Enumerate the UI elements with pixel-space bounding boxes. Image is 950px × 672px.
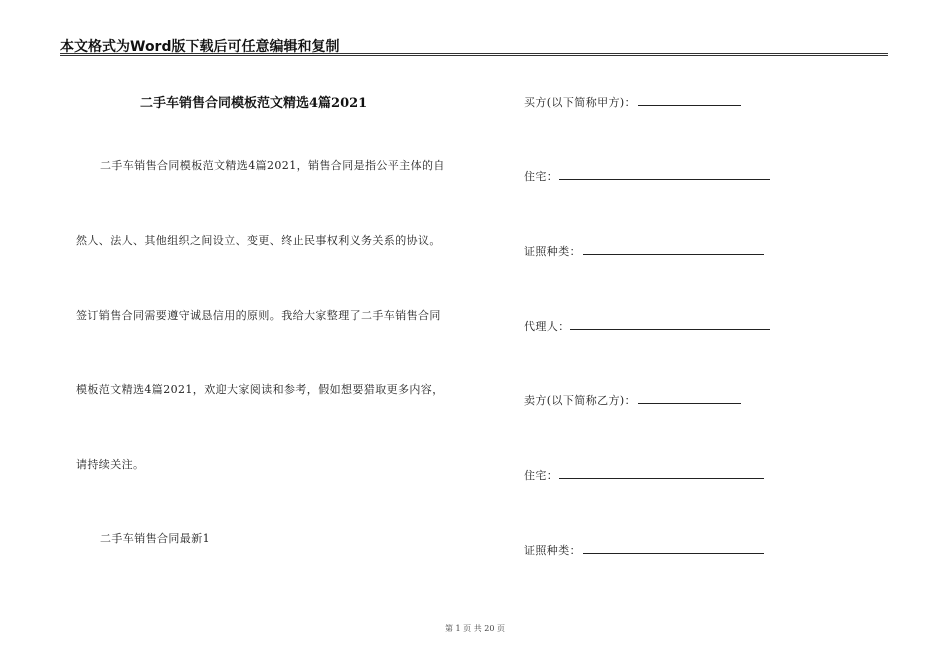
buyer-id-type-label: 证照种类： [524, 245, 581, 258]
buyer-address-blank [559, 179, 770, 180]
header-rule-bottom [60, 55, 888, 56]
body-line: 签订销售合同需要遵守诚恳信用的原则。我给大家整理了二手车销售合同 [76, 309, 441, 322]
seller-id-type-blank [583, 553, 764, 554]
body-line: 二手车销售合同模板范文精选4篇2021，销售合同是指公平主体的自 [100, 159, 445, 172]
buyer-blank [638, 105, 741, 106]
seller-id-type-label: 证照种类： [524, 544, 581, 557]
document-header-note: 本文格式为Word版下载后可任意编辑和复制 [60, 39, 340, 55]
agent-blank [570, 329, 770, 330]
seller-label: 卖方(以下简称乙方)： [524, 394, 636, 407]
buyer-id-type-blank [583, 254, 764, 255]
body-line: 模板范文精选4篇2021，欢迎大家阅读和参考，假如想要猎取更多内容， [76, 383, 444, 396]
buyer-label: 买方(以下简称甲方)： [524, 96, 636, 109]
seller-address-blank [559, 478, 764, 479]
header-rule-top [60, 53, 888, 54]
buyer-address-label: 住宅： [524, 170, 559, 183]
body-line: 然人、法人、其他组织之间设立、变更、终止民事权利义务关系的协议。 [76, 234, 441, 247]
section-heading: 二手车销售合同最新1 [100, 532, 210, 545]
body-line: 请持续关注。 [76, 458, 145, 471]
seller-blank [638, 403, 741, 404]
page-number: 第 1 页 共 20 页 [445, 624, 505, 633]
document-title: 二手车销售合同模板范文精选4篇2021 [140, 96, 368, 111]
agent-label: 代理人： [524, 320, 570, 333]
seller-address-label: 住宅： [524, 469, 559, 482]
